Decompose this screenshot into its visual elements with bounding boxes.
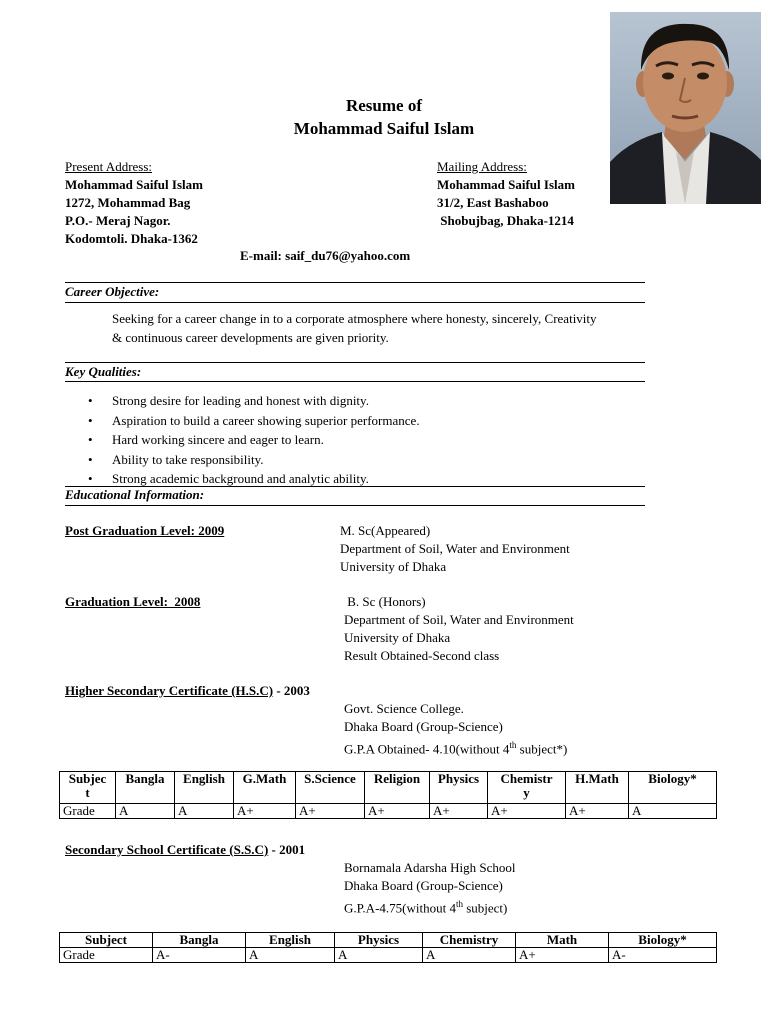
table-cell: A-: [153, 948, 246, 963]
divider: [65, 282, 645, 283]
ssc-gpa: G.P.A-4.75(without 4th subject): [344, 899, 508, 916]
bullet-icon: •: [88, 451, 93, 467]
detail-line: University of Dhaka: [340, 559, 447, 574]
table-header-cell: H.Math: [566, 772, 629, 804]
present-address-line: Mohammad Saiful Islam: [65, 177, 203, 192]
table-cell: A+: [566, 804, 629, 819]
hsc-details: [344, 700, 567, 758]
list-item: • Ability to take responsibility.: [88, 451, 264, 467]
bullet-icon: •: [88, 393, 93, 408]
present-address-line: P.O.- Meraj Nagor.: [65, 213, 171, 228]
list-item: • Hard working sincere and eager to learn.: [88, 432, 324, 447]
table-header-cell: English: [246, 933, 335, 948]
table-header-cell: Math: [516, 933, 609, 948]
mailing-address-line: Mohammad Saiful Islam: [437, 177, 575, 192]
present-address-line: 1272, Mohammad Bag: [65, 195, 191, 210]
table-cell: A+: [488, 804, 566, 819]
ssc-heading: [65, 842, 305, 858]
table-header-cell: Religion: [365, 772, 430, 804]
table-cell: A: [116, 804, 175, 819]
graduation-details: [344, 593, 574, 665]
divider: [65, 505, 645, 506]
mailing-address-line: Shobujbag, Dhaka-1214: [437, 213, 574, 228]
present-address: [65, 158, 203, 248]
table-header-cell: Physics: [335, 933, 423, 948]
resume-title: Resume of: [345, 96, 422, 115]
table-header-row: [60, 772, 717, 804]
detail-line: Dhaka Board (Group-Science): [344, 878, 503, 893]
table-header-cell: Subjec t: [60, 772, 116, 804]
table-row: [60, 804, 717, 819]
resume-name: Mohammad Saiful Islam: [293, 119, 475, 138]
table-cell: A: [423, 948, 516, 963]
divider: [65, 381, 645, 382]
detail-line: Result Obtained-Second class: [344, 648, 500, 663]
present-address-label: Present Address:: [65, 159, 153, 174]
table-header-cell: Bangla: [116, 772, 175, 804]
table-cell: A: [175, 804, 234, 819]
detail-line: Bornamala Adarsha High School: [344, 860, 516, 875]
present-address-line: Kodomtoli. Dhaka-1362: [65, 231, 198, 246]
key-qualities-list: [65, 391, 685, 489]
education-heading: Educational Information:: [65, 487, 205, 502]
table-cell: A: [335, 948, 423, 963]
table-cell: Grade: [60, 948, 153, 963]
table-cell: A: [629, 804, 717, 819]
ssc-year: - 2001: [268, 842, 306, 857]
detail-line: University of Dhaka: [344, 630, 451, 645]
divider: [65, 362, 645, 363]
divider: [65, 302, 645, 303]
ssc-details: [344, 859, 516, 917]
table-cell: A: [246, 948, 335, 963]
list-item: • Aspiration to build a career showing superior performance.: [88, 412, 420, 428]
career-objective-line: Seeking for a career change in to a corporate atmosphere where honesty, sincerely, Creativity: [112, 311, 597, 326]
table-header-cell: S.Science: [296, 772, 365, 804]
table-header-row: [60, 933, 717, 948]
table-cell: A+: [516, 948, 609, 963]
key-qualities-heading: Key Qualities:: [65, 364, 142, 379]
detail-line: M. Sc(Appeared): [340, 523, 431, 538]
table-header-cell: Subject: [60, 933, 153, 948]
table-header-cell: G.Math: [234, 772, 296, 804]
detail-line: Govt. Science College.: [344, 701, 464, 716]
career-objective-text: [112, 309, 712, 347]
detail-line: Department of Soil, Water and Environment: [344, 612, 574, 627]
mailing-address-line: 31/2, East Bashaboo: [437, 195, 549, 210]
table-header-cell: Bangla: [153, 933, 246, 948]
table-cell: A+: [296, 804, 365, 819]
ssc-label: Secondary School Certificate (S.S.C): [65, 842, 269, 857]
detail-line: Dhaka Board (Group-Science): [344, 719, 503, 734]
career-objective-heading: Career Objective:: [65, 284, 160, 299]
table-cell: A-: [609, 948, 717, 963]
hsc-grade-table: [59, 771, 717, 819]
table-cell: A+: [430, 804, 488, 819]
table-header-cell: Physics: [430, 772, 488, 804]
bullet-icon: •: [88, 412, 93, 428]
table-cell: A+: [234, 804, 296, 819]
table-header-cell: Chemistr y: [488, 772, 566, 804]
ssc-grade-table: [59, 932, 717, 963]
hsc-heading: [65, 683, 310, 699]
hsc-label: Higher Secondary Certificate (H.S.C): [65, 683, 274, 698]
list-item: • Strong academic background and analytic ability.: [88, 471, 369, 486]
bullet-icon: •: [88, 471, 93, 486]
bullet-icon: •: [88, 432, 93, 447]
table-cell: Grade: [60, 804, 116, 819]
graduation-label: Graduation Level: 2008: [65, 594, 201, 609]
detail-line: Department of Soil, Water and Environment: [340, 541, 570, 556]
table-cell: A+: [365, 804, 430, 819]
list-item: • Strong desire for leading and honest with dignity.: [88, 393, 369, 408]
post-graduation-label: Post Graduation Level: 2009: [65, 523, 225, 538]
table-header-cell: Biology*: [629, 772, 717, 804]
mailing-address: [437, 158, 575, 230]
hsc-year: - 2003: [273, 683, 310, 698]
email: E-mail: saif_du76@yahoo.com: [240, 248, 411, 263]
table-header-cell: English: [175, 772, 234, 804]
career-objective-line: & continuous career developments are given priority.: [112, 330, 389, 345]
hsc-gpa: G.P.A Obtained- 4.10(without 4th subject*): [344, 740, 568, 757]
mailing-address-label: Mailing Address:: [437, 159, 527, 174]
table-header-cell: Biology*: [609, 933, 717, 948]
table-row: [60, 948, 717, 963]
post-graduation-details: [340, 522, 570, 576]
detail-line: B. Sc (Honors): [344, 594, 426, 609]
table-header-cell: Chemistry: [423, 933, 516, 948]
